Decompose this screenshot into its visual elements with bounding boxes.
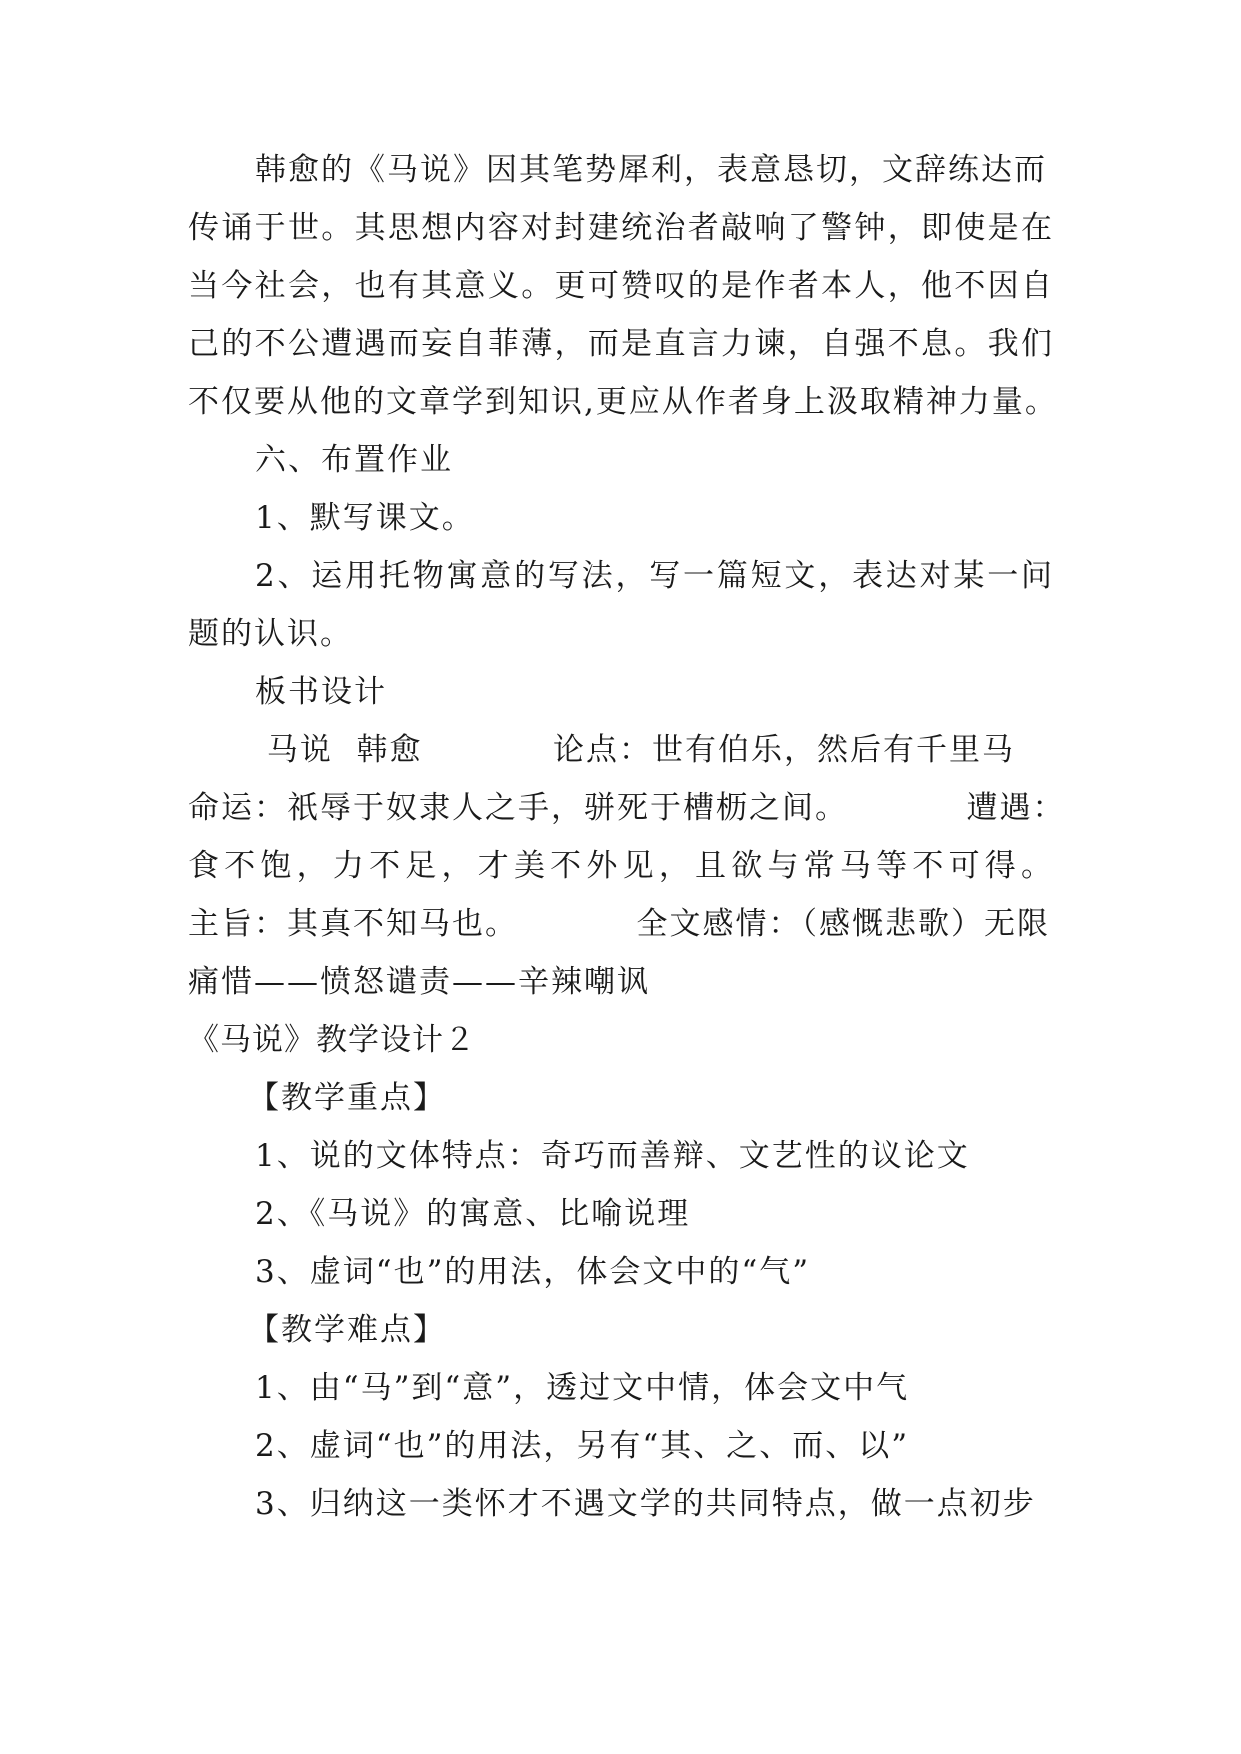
list-item: 3、归纳这一类怀才不遇文学的共同特点，做一点初步 <box>255 1486 1036 1522</box>
list-item: 1、由“马”到“意”，透过文中情，体会文中气 <box>255 1370 910 1406</box>
list-item: 2、虚词“也”的用法，另有“其、之、而、以” <box>255 1428 910 1464</box>
paragraph-line: 当今社会，也有其意义。更可赞叹的是作者本人，他不因自 <box>188 268 1054 304</box>
section-heading: 板书设计 <box>255 674 387 710</box>
board-design-line: 马说 韩愈 论点：世有伯乐，然后有千里马 <box>255 732 1015 768</box>
paragraph-line: 己的不公遭遇而妄自菲薄，而是直言力谏，自强不息。我们 <box>188 326 1054 362</box>
paragraph-line: 传诵于世。其思想内容对封建统治者敲响了警钟，即使是在 <box>188 210 1054 246</box>
board-design-line: 痛惜——愤怒谴责——辛辣嘲讽 <box>188 964 650 1000</box>
section-title: 《马说》教学设计２ <box>188 1022 476 1058</box>
board-design-line: 食不饱，力不足，才美不外见，且欲与常马等不可得。 <box>188 848 1054 884</box>
section-heading: 【教学难点】 <box>248 1312 446 1348</box>
list-item: 2、运用托物寓意的写法，写一篇短文，表达对某一问 <box>255 558 1054 594</box>
list-item: 3、虚词“也”的用法，体会文中的“气” <box>255 1254 811 1290</box>
paragraph-line: 韩愈的《马说》因其笔势犀利，表意恳切，文辞练达而 <box>255 152 1047 188</box>
section-heading: 六、布置作业 <box>255 442 453 478</box>
paragraph-line: 不仅要从他的文章学到知识,更应从作者身上汲取精神力量。 <box>188 384 1058 420</box>
list-item: 2、《马说》的寓意、比喻说理 <box>255 1196 691 1232</box>
list-item: 1、默写课文。 <box>255 500 475 536</box>
board-design-line: 命运：祇辱于奴隶人之手，骈死于槽枥之间。 遭遇： <box>188 790 1066 826</box>
board-design-line: 主旨：其真不知马也。 全文感情：（感慨悲歌）无限 <box>188 906 1051 942</box>
list-item: 1、说的文体特点：奇巧而善辩、文艺性的议论文 <box>255 1138 970 1174</box>
list-item-continuation: 题的认识。 <box>188 616 353 652</box>
section-heading: 【教学重点】 <box>248 1080 446 1116</box>
